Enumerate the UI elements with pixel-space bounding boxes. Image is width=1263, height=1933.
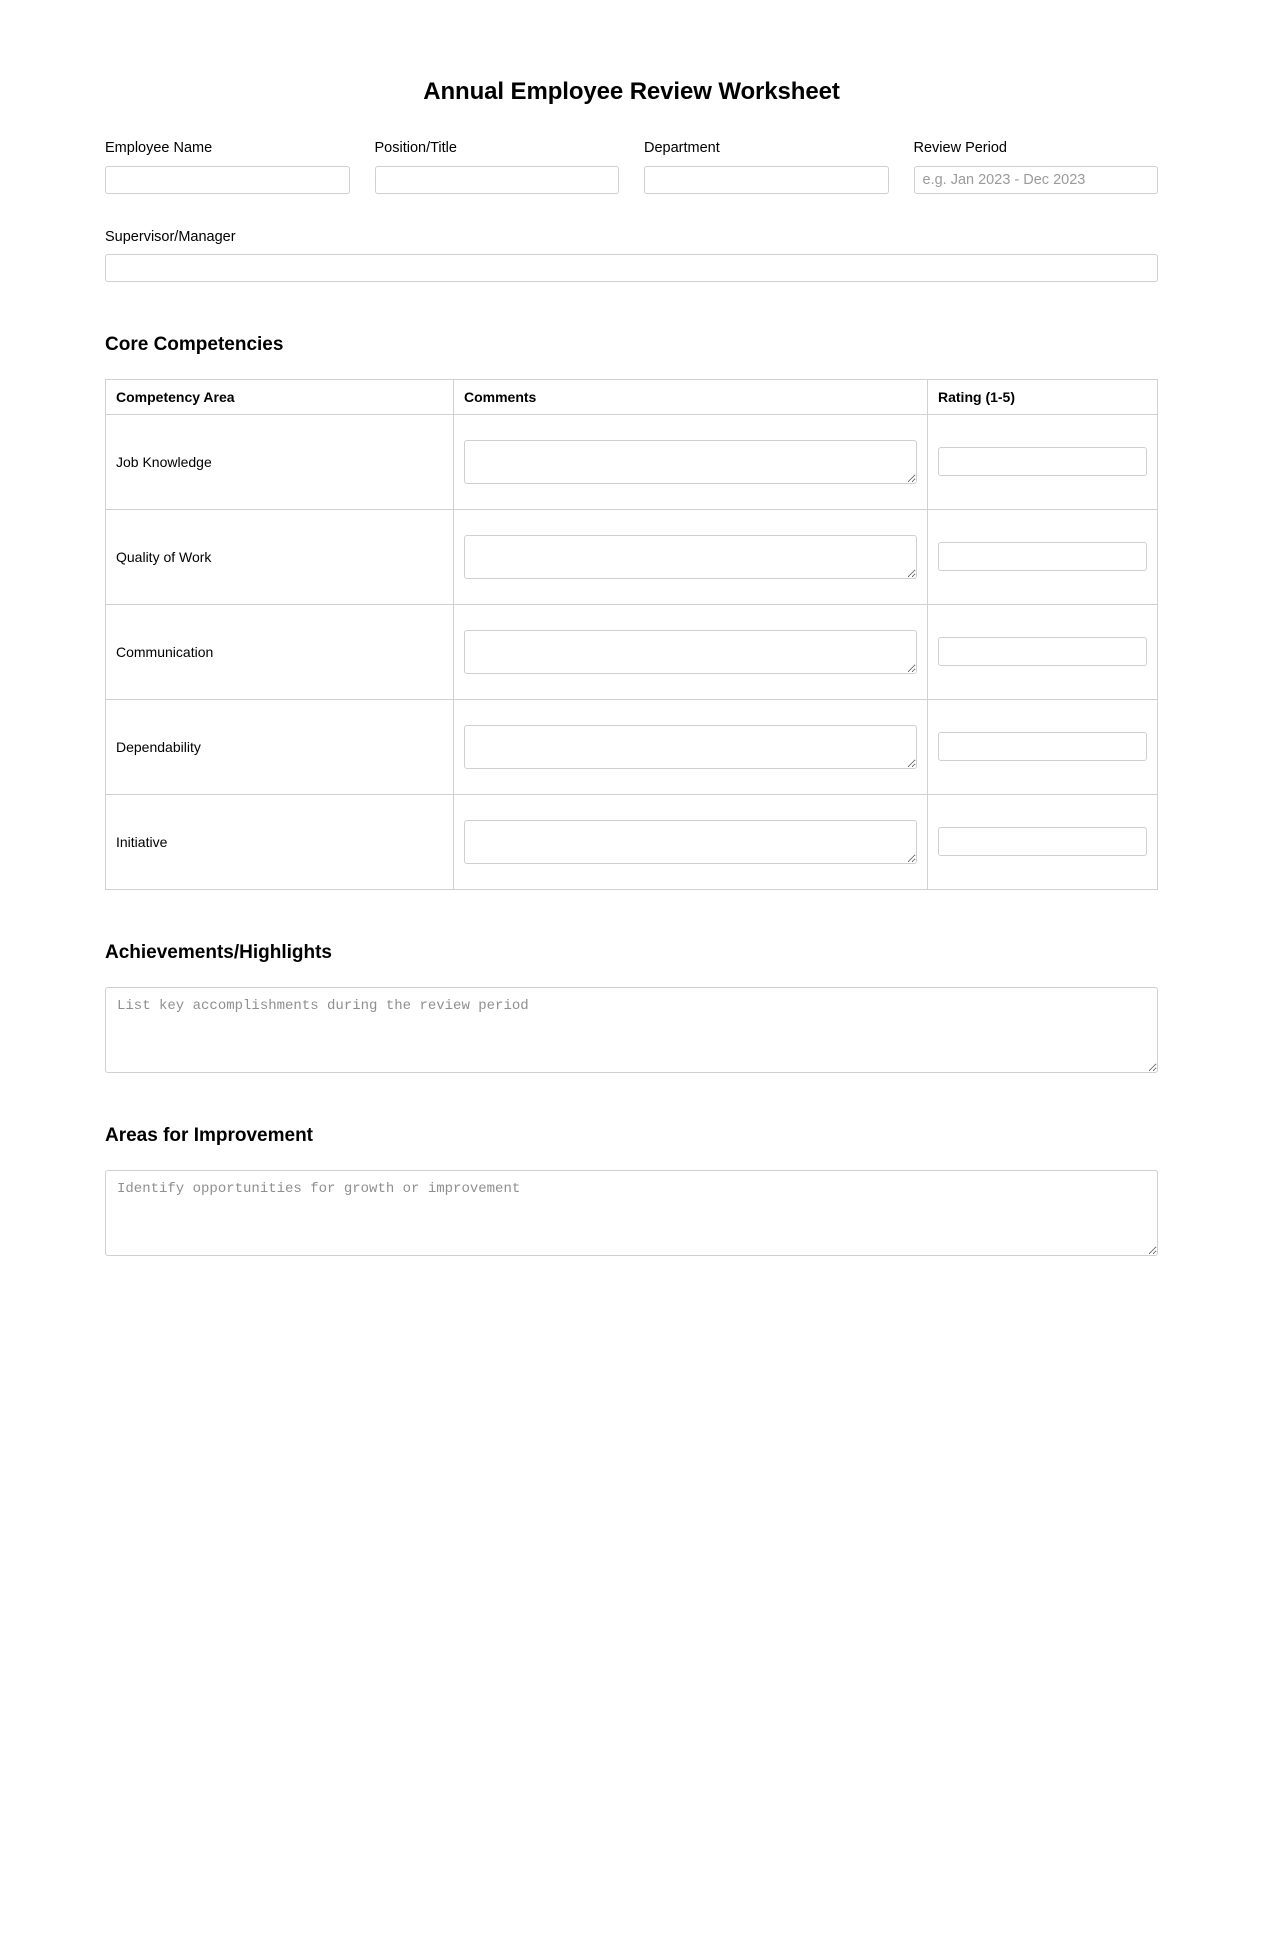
comments-cell	[454, 794, 928, 889]
field-employee-name	[105, 140, 350, 193]
column-header-comments: Comments	[454, 379, 928, 414]
page-title: Annual Employee Review Worksheet	[423, 78, 840, 105]
competency-area-initiative: Initiative	[106, 794, 454, 889]
department-label: Department	[644, 140, 720, 157]
rating-cell	[928, 509, 1158, 604]
core-competencies-heading: Core Competencies	[105, 334, 284, 356]
employee-name-input[interactable]	[105, 166, 350, 194]
table-row	[106, 604, 1158, 699]
rating-cell	[928, 604, 1158, 699]
competency-area-quality-of-work: Quality of Work	[106, 509, 454, 604]
comments-cell	[454, 414, 928, 509]
table-row	[106, 794, 1158, 889]
comments-cell	[454, 509, 928, 604]
department-input[interactable]	[644, 166, 889, 194]
rating-input-dependability[interactable]	[938, 732, 1147, 761]
comments-input-dependability[interactable]	[464, 725, 917, 769]
column-header-competency-area: Competency Area	[106, 379, 454, 414]
rating-input-initiative[interactable]	[938, 827, 1147, 856]
rating-input-quality-of-work[interactable]	[938, 542, 1147, 571]
supervisor-manager-label: Supervisor/Manager	[105, 228, 236, 245]
competency-area-dependability: Dependability	[106, 699, 454, 794]
achievements-textarea[interactable]	[105, 987, 1158, 1073]
comments-input-initiative[interactable]	[464, 820, 917, 864]
table-row	[106, 699, 1158, 794]
rating-cell	[928, 699, 1158, 794]
field-supervisor-manager	[105, 229, 1158, 282]
comments-input-communication[interactable]	[464, 630, 917, 674]
competency-area-communication: Communication	[106, 604, 454, 699]
comments-input-job-knowledge[interactable]	[464, 440, 917, 484]
rating-input-job-knowledge[interactable]	[938, 447, 1147, 476]
position-title-label: Position/Title	[374, 140, 457, 157]
comments-cell	[454, 604, 928, 699]
rating-cell	[928, 414, 1158, 509]
field-review-period	[914, 140, 1159, 193]
review-period-label: Review Period	[913, 140, 1007, 157]
field-department	[644, 140, 889, 193]
table-row	[106, 414, 1158, 509]
competency-area-job-knowledge: Job Knowledge	[106, 414, 454, 509]
field-position-title	[375, 140, 620, 193]
core-competencies-table	[105, 379, 1158, 890]
table-row	[106, 509, 1158, 604]
areas-for-improvement-textarea[interactable]	[105, 1170, 1158, 1256]
comments-cell	[454, 699, 928, 794]
supervisor-manager-input[interactable]	[105, 254, 1158, 282]
comments-input-quality-of-work[interactable]	[464, 535, 917, 579]
rating-input-communication[interactable]	[938, 637, 1147, 666]
position-title-input[interactable]	[375, 166, 620, 194]
header-field-row	[105, 140, 1158, 193]
areas-for-improvement-heading: Areas for Improvement	[105, 1124, 314, 1146]
rating-cell	[928, 794, 1158, 889]
column-header-rating: Rating (1-5)	[928, 379, 1158, 414]
table-header-row	[106, 379, 1158, 414]
achievements-heading: Achievements/Highlights	[105, 941, 332, 963]
review-period-input[interactable]	[914, 166, 1159, 194]
employee-name-label: Employee Name	[105, 140, 213, 157]
